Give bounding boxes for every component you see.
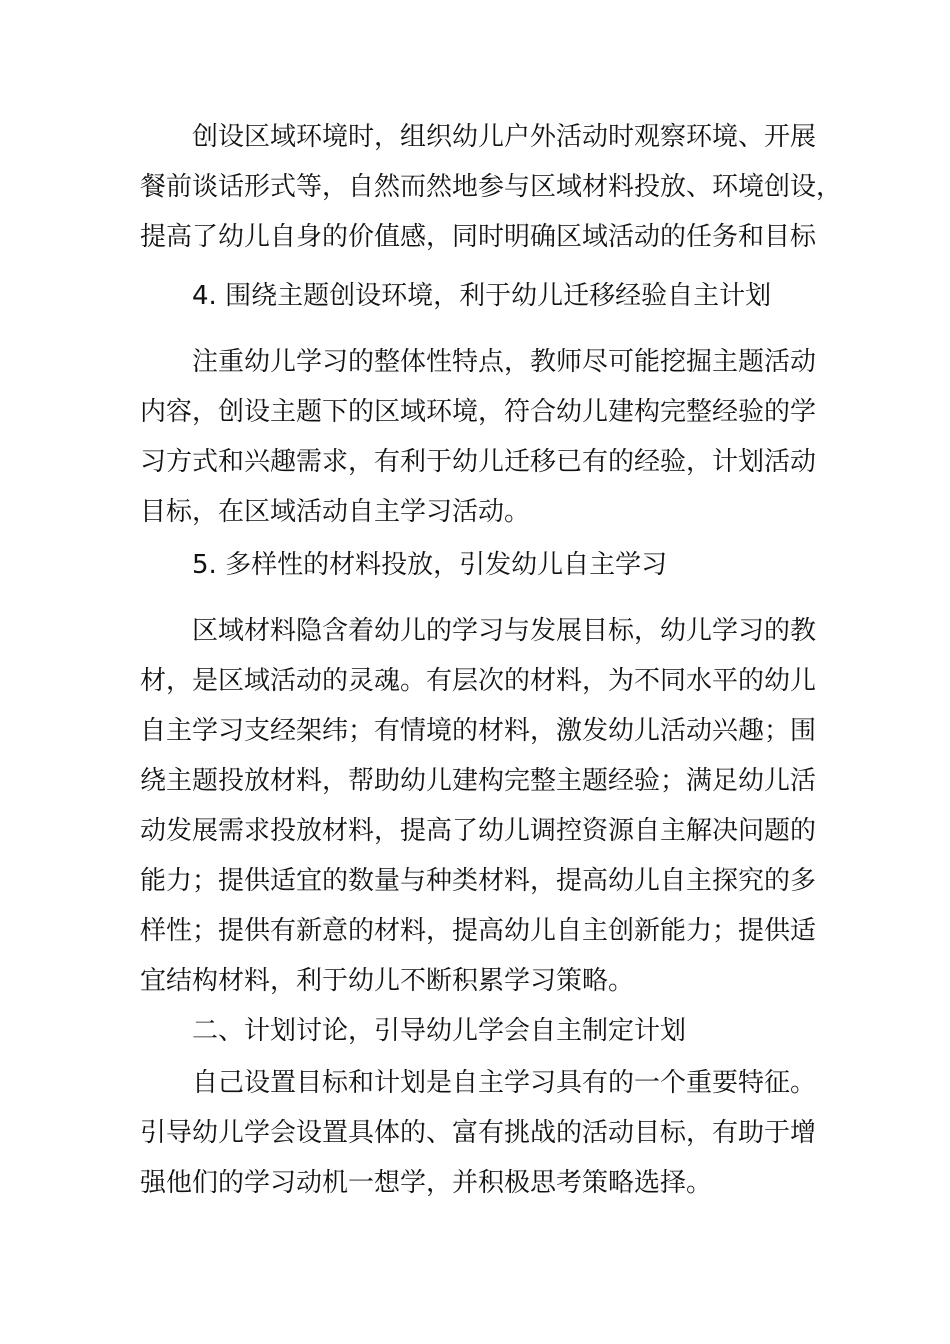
paragraph-line: 动发展需求投放材料，提高了幼儿调控资源自主解决问题的	[140, 816, 817, 846]
paragraph-line: 目标，在区域活动自主学习活动。	[140, 497, 531, 527]
paragraph-line: 能力；提供适宜的数量与种类材料，提高幼儿自主探究的多	[140, 866, 817, 896]
section-heading-4: 4. 围绕主题创设环境，利于幼儿迁移经验自主计划	[192, 281, 772, 311]
paragraph-line: 强他们的学习动机一想学，并积极思考策略选择。	[140, 1168, 713, 1198]
section-heading-2: 二、计划讨论，引导幼儿学会自主制定计划	[192, 1016, 687, 1046]
paragraph-line: 样性；提供有新意的材料，提高幼儿自主创新能力；提供适	[140, 916, 817, 946]
paragraph-line: 引导幼儿学会设置具体的、富有挑战的活动目标，有助于增	[140, 1118, 817, 1148]
paragraph-line: 习方式和兴趣需求，有利于幼儿迁移已有的经验，计划活动	[140, 447, 817, 477]
paragraph-line: 提高了幼儿自身的价值感，同时明确区域活动的任务和目标	[140, 222, 817, 252]
paragraph-line: 餐前谈话形式等，自然而然地参与区域材料投放、环境创设，	[140, 172, 843, 202]
paragraph-line: 绕主题投放材料，帮助幼儿建构完整主题经验；满足幼儿活	[140, 766, 817, 796]
paragraph-line: 创设区域环境时，组织幼儿户外活动时观察环境、开展	[192, 122, 817, 152]
section-heading-5: 5. 多样性的材料投放，引发幼儿自主学习	[192, 550, 668, 580]
paragraph-line: 区域材料隐含着幼儿的学习与发展目标，幼儿学习的教	[192, 616, 817, 646]
paragraph-line: 自己设置目标和计划是自主学习具有的一个重要特征。	[192, 1068, 817, 1098]
paragraph-line: 宜结构材料，利于幼儿不断积累学习策略。	[140, 966, 635, 996]
paragraph-line: 注重幼儿学习的整体性特点，教师尽可能挖掘主题活动	[192, 347, 817, 377]
paragraph-line: 材，是区域活动的灵魂。有层次的材料，为不同水平的幼儿	[140, 666, 817, 696]
paragraph-line: 自主学习支经架纬；有情境的材料，激发幼儿活动兴趣；围	[140, 716, 817, 746]
paragraph-line: 内容，创设主题下的区域环境，符合幼儿建构完整经验的学	[140, 397, 817, 427]
